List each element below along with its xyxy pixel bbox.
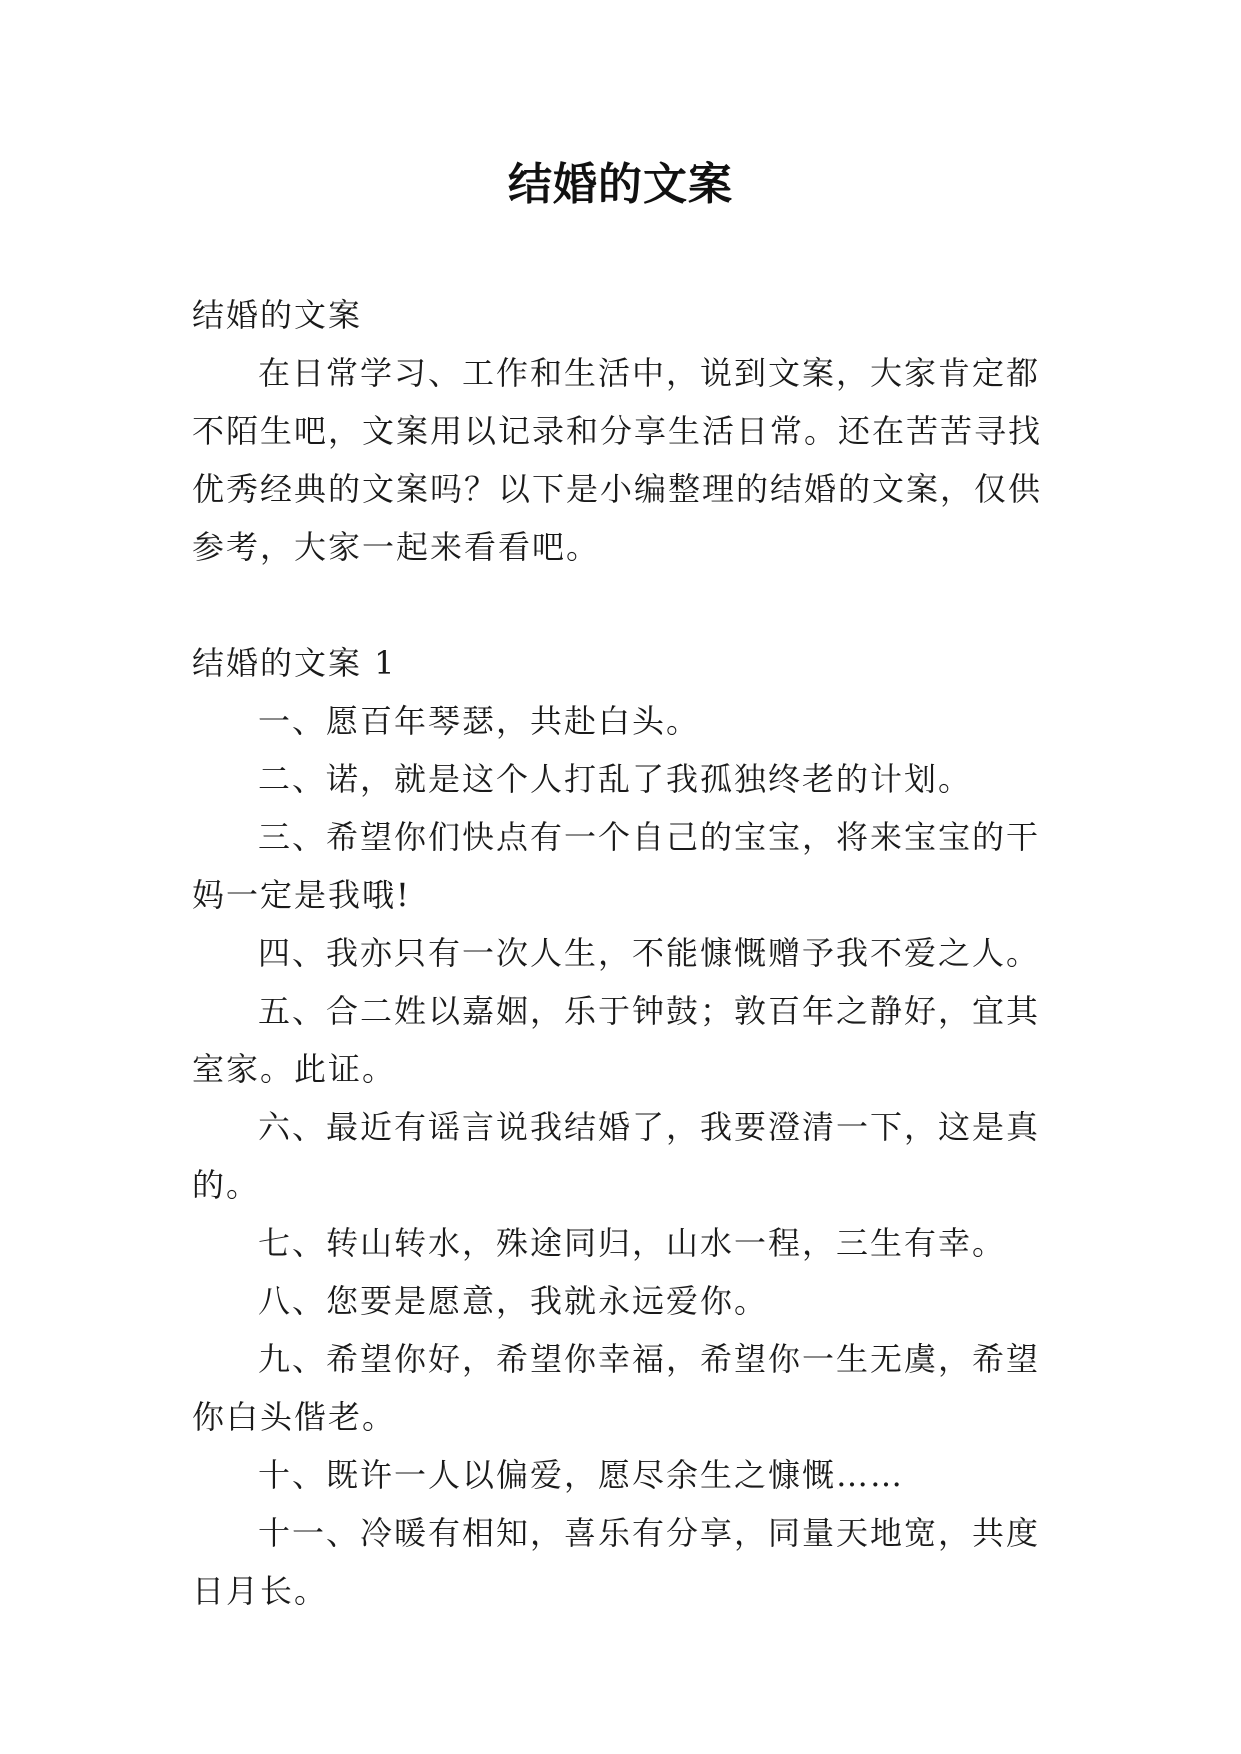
list-item: 一、愿百年琴瑟，共赴白头。 (258, 702, 701, 740)
list-item: 二、诺，就是这个人打乱了我孤独终老的计划。 (258, 760, 973, 798)
list-item: 五、合二姓以嘉姻，乐于钟鼓；敦百年之静好，宜其室家。此证。 (192, 992, 1041, 1088)
list-item: 七、转山转水，殊途同归，山水一程，三生有幸。 (258, 1224, 1007, 1262)
document-body (192, 286, 1072, 1620)
list-item: 六、最近有谣言说我结婚了，我要澄清一下，这是真的。 (192, 1108, 1041, 1204)
subtitle: 结婚的文案 (192, 296, 363, 334)
page-title: 结婚的文案 (508, 159, 733, 210)
intro-paragraph: 在日常学习、工作和生活中，说到文案，大家肯定都不陌生吧，文案用以记录和分享生活日常。还在苦苦寻找优秀经典的文案吗？以下是小编整理的结婚的文案，仅供参考，大家一起来看看吧。 (192, 354, 1043, 566)
list-item: 三、希望你们快点有一个自己的宝宝，将来宝宝的干妈一定是我哦! (192, 818, 1041, 914)
list-item: 九、希望你好，希望你幸福，希望你一生无虞，希望你白头偕老。 (192, 1340, 1041, 1436)
list-item: 八、您要是愿意，我就永远爱你。 (258, 1282, 769, 1320)
spacer (192, 576, 1072, 634)
list-item: 四、我亦只有一次人生，不能慷慨赠予我不爱之人。 (258, 934, 1041, 972)
list-item: 十一、冷暖有相知，喜乐有分享，同量天地宽，共度日月长。 (192, 1514, 1041, 1610)
section-heading: 结婚的文案 1 (192, 644, 397, 682)
list-item: 十、既许一人以偏爱，愿尽余生之慷慨…… (258, 1456, 905, 1494)
